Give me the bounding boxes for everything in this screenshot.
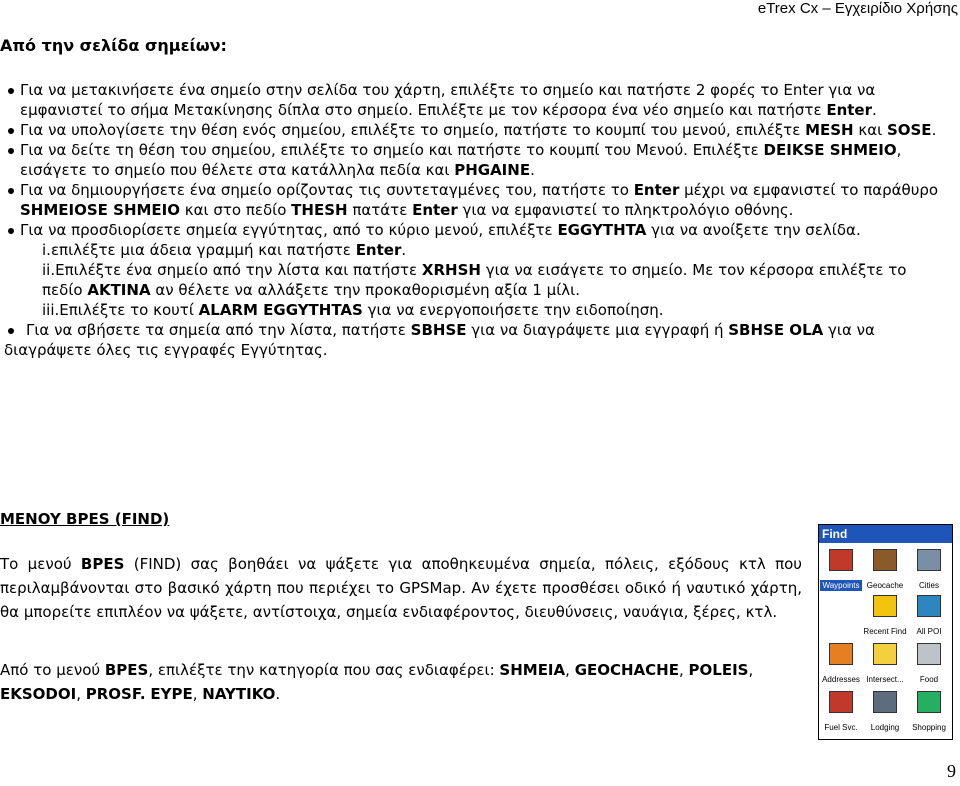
fuel-icon	[829, 691, 853, 713]
find-food[interactable]: Food	[907, 639, 951, 687]
find-categories: Από το μενού BPES, επιλέξτε την κατηγορία που σας ενδιαφέρει: SHMEIA, GEOCHACHE, POLEIS, EKSODOI, PROSF. EYPE, NAYTIKO.	[0, 661, 754, 703]
find-all-poi[interactable]: All POI	[907, 591, 951, 639]
find-intersections[interactable]: Intersect...	[863, 639, 907, 687]
list-item: Για να δημιουργήσετε ένα σημείο ορίζοντας τις συντεταγμένες του, πατήστε το Enter μέχρι να εμφανιστεί το παράθυρο SHMEIOSE SHMEIO και στο πεδίο THESH πατάτε Enter για να εμφανιστεί το πληκτρολόγιο οθόνης.	[4, 180, 949, 220]
find-shopping[interactable]: Shopping	[907, 687, 951, 735]
find-addresses[interactable]: Addresses	[819, 639, 863, 687]
list-item: Για να προσδιορίσετε σημεία εγγύτητας, από το κύριο μενού, επιλέξτε EGGYTHTA για να ανοίξετε την σελίδα.	[4, 220, 949, 240]
recent-icon	[873, 595, 897, 617]
list-item: Για να υπολογίσετε την θέση ενός σημείου, επιλέξτε το σημείο, πατήστε το κουμπί του μενού, επιλέξτε MESH και SOSE.	[4, 120, 949, 140]
device-title: Find	[819, 525, 952, 543]
bullet-icon	[8, 88, 14, 94]
flag-icon	[829, 549, 853, 571]
bullet-icon	[8, 188, 14, 194]
bullet-icon	[8, 128, 14, 134]
page-header: eTrex Cx – Εγχειρίδιο Χρήσης	[757, 0, 958, 17]
section-heading-find: MENOY BPES (FIND)	[0, 510, 170, 528]
list-item: Για να δείτε τη θέση του σημείου, επιλέξτε το σημείο και πατήστε το κουμπί του Μενού. Επιλέξτε DEIKSE SHMEIO, εισάγετε το σημείο που θέλετε στα κατάλληλα πεδία και PHGAINE.	[4, 140, 949, 180]
sub-item: ii.Επιλέξτε ένα σημείο από την λίστα και πατήστε XRHSH για να εισάγετε το σημείο. Με τον κέρσορα επιλέξτε το πεδίο AKTINA αν θέλετε να αλλάξετε την προκαθορισμένη αξία 1 μίλι.	[42, 261, 907, 299]
list-item: Για να μετακινήσετε ένα σημείο στην σελίδα του χάρτη, επιλέξτε το σημείο και πατήστε 2 φορές το Enter για να εμφανιστεί το σήμα Μετακίνησης δίπλα στο σημείο. Επιλέξτε με τον κέρσορα ένα νέο σημείο και πατήστε Enter.	[4, 80, 949, 120]
find-description: Το μενού BPES (FIND) σας βοηθάει να ψάξετε για αποθηκευμένα σημεία, πόλεις, εξόδους κτλ που περιλαμβάνονται στο βασικό χάρτη που περιέχει το GPSMap. Αν έχετε προσθέσει οδικό ή ναυτικό χάρτη, θα μπορείτε επιπλέον να ψάξετε, αντίστοιχα, σημεία ενδιαφέροντος, διευθύνσεις, ναυάγια, ξέρες, κτλ.	[0, 555, 802, 621]
sub-item: i.επιλέξτε μια άδεια γραμμή και πατήστε Enter.	[42, 241, 407, 259]
find-fuel[interactable]: Fuel Svc.	[819, 687, 863, 735]
treasure-icon	[873, 549, 897, 571]
bullet-icon	[8, 148, 14, 154]
intersection-icon	[873, 643, 897, 665]
bullet-list	[4, 80, 949, 360]
page-number: 9	[947, 761, 956, 781]
find-grid	[819, 543, 952, 737]
cart-icon	[917, 691, 941, 713]
house-icon	[829, 643, 853, 665]
section-heading-waypoints: Από την σελίδα σημείων:	[0, 36, 227, 55]
poi-icon	[917, 595, 941, 617]
bullet-icon	[8, 228, 14, 234]
sub-item: iii.Επιλέξτε το κουτί ALARM EGGYTHTAS για να ενεργοποιήσετε την ειδοποίηση.	[42, 301, 664, 319]
find-geocache[interactable]: Geocache	[863, 545, 907, 593]
list-item: Για να σβήσετε τα σημεία από την λίστα, πατήστε SBHSE για να διαγράψετε μια εγγραφή ή SBHSE OLA για να διαγράψετε όλες τις εγγραφές Εγγύτητας.	[4, 321, 875, 359]
find-waypoints[interactable]: Waypoints	[819, 545, 863, 593]
find-cities[interactable]: Cities	[907, 545, 951, 593]
bed-icon	[873, 691, 897, 713]
find-lodging[interactable]: Lodging	[863, 687, 907, 735]
device-find-screen	[818, 524, 953, 740]
bullet-icon	[8, 328, 14, 334]
find-recent[interactable]: Recent Find	[863, 591, 907, 639]
city-icon	[917, 549, 941, 571]
food-icon	[917, 643, 941, 665]
